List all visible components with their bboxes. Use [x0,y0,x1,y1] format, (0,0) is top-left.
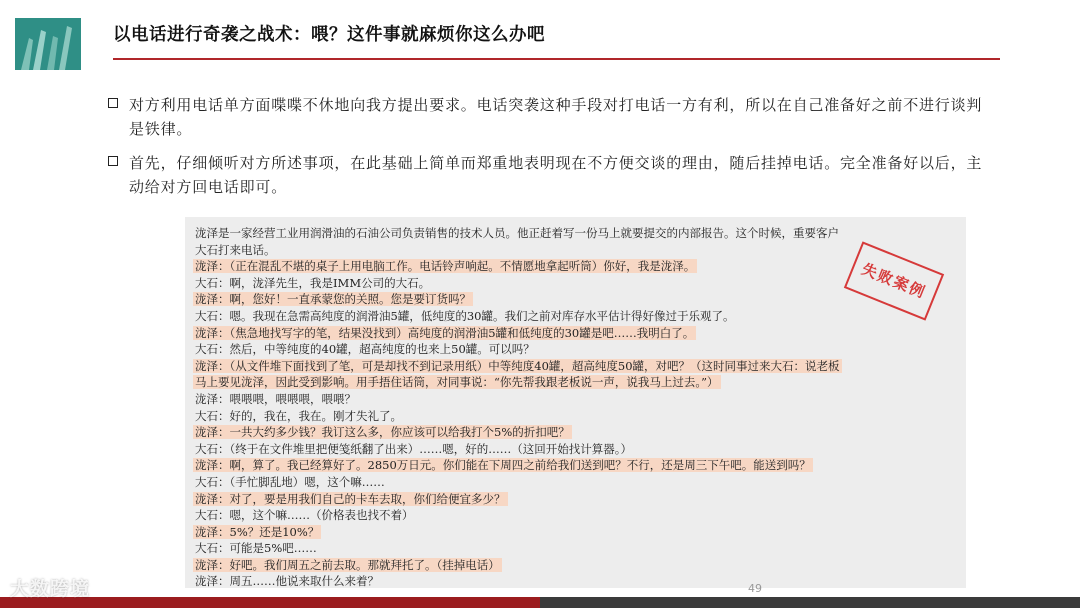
dialog-line [193,225,958,242]
dialog-line-text: 泷泽：周五……他说来取什么来着？ [195,574,379,589]
dialog-line [193,424,958,441]
dialog-line [193,457,958,474]
dialog-line-text: 泷泽：啊，算了。我已经算好了。2850万日元。你们能在下周四之前给我们送到吧？不行，还是周三下午吧。能送到吗？ [195,458,811,473]
bullet-list [108,93,993,209]
dialog-line [193,540,958,557]
dialog-line-text: 泷泽：啊，您好！一直承蒙您的关照。您是要订货吗？ [195,292,471,307]
dialog-line-text: 泷泽：一共大约多少钱？我订这么多，你应该可以给我打个5%的折扣吧？ [195,425,570,440]
dialog-line [193,275,958,292]
logo-hands-icon [15,18,81,70]
dialog-line-text: 泷泽：（焦急地找写字的笔，结果没找到）高纯度的润滑油5罐和低纯度的30罐是吧……我明白了。 [195,325,695,340]
dialog-line-text: 大石打来电话。 [195,242,276,257]
dialog-line-text: 大石：嗯，这个嘛……（价格表也找不着） [195,508,414,523]
dialog-line [193,358,958,375]
dialog-line-text: 泷泽：好吧。我们周五之前去取。那就拜托了。（挂掉电话） [195,557,500,572]
title-divider [113,58,1000,60]
dialog-line [193,308,958,325]
dialog-line [193,491,958,508]
dialog-line-text: 泷泽：对了，要是用我们自己的卡车去取，你们给便宜多少？ [195,491,506,506]
dialog-line-text: 大石：嗯。我现在急需高纯度的润滑油5罐，低纯度的30罐。我们之前对库存水平估计得好像过于乐观了。 [195,308,735,323]
dialog-line [193,242,958,259]
dialog-line [193,573,958,590]
dialog-line-text: 大石：（终于在文件堆里把便笺纸翻了出来）……嗯，好的……（这回开始找计算器。） [195,441,632,456]
watermark: 大数跨境 [10,578,91,600]
bullet-text: 首先，仔细倾听对方所述事项，在此基础上简单而郑重地表明现在不方便交谈的理由，随后挂掉电话。完全准备好以后，主动给对方回电话即可。 [129,154,983,196]
dialog-line-text: 泷泽：喂喂喂，喂喂喂，喂喂？ [195,391,356,406]
dialog-line-text: 泷泽：5%？还是10%？ [195,524,320,539]
bullet-item [108,93,993,141]
dialog-text [193,225,958,590]
dialog-line [193,341,958,358]
dialog-line-text: 大石：（手忙脚乱地）嗯，这个嘛…… [195,474,385,489]
bullet-text: 对方利用电话单方面喋喋不休地向我方提出要求。电话突袭这种手段对打电话一方有利，所以在自己准备好之前不进行谈判是铁律。 [129,96,983,138]
bullet-item [108,151,993,199]
dialog-line-text: 泷泽：（正在混乱不堪的桌子上用电脑工作。电话铃声响起。不情愿地拿起听筒）你好，我是泷泽。 [195,259,696,274]
dialog-line-text: 大石：可能是5%吧…… [195,541,317,556]
dialog-line [193,557,958,574]
dialog-line [193,325,958,342]
dialog-line [193,507,958,524]
dialog-line [193,408,958,425]
footer-bar-dark [540,597,1080,608]
dialog-line [193,258,958,275]
failure-stamp: 失败案例 [844,241,944,320]
square-bullet-icon [108,156,118,166]
page-number: 49 [748,582,762,595]
dialog-line-text: 大石：啊，泷泽先生，我是IMM公司的大石。 [195,275,431,290]
dialog-line-text: 大石：好的，我在，我在。刚才失礼了。 [195,408,402,423]
dialog-line [193,441,958,458]
dialog-line [193,391,958,408]
dialog-line [193,374,958,391]
dialog-line [193,291,958,308]
square-bullet-icon [108,98,118,108]
dialog-line-text: 大石：然后，中等纯度的40罐，超高纯度的也来上50罐。可以吗？ [195,342,535,357]
dialog-line [193,524,958,541]
dialog-line-text: 泷泽是一家经营工业用润滑油的石油公司负责销售的技术人员。他正赶着写一份马上就要提交的内部报告。这个时候，重要客户 [195,226,839,240]
dialog-line-text: 马上要见泷泽，因此受到影响。用手捂住话筒，对同事说：“你先帮我跟老板说一声，说我马上过去。”） [195,375,719,390]
dialog-line [193,474,958,491]
page-title: 以电话进行奇袭之战术：喂？这件事就麻烦你这么办吧 [113,25,545,45]
dialog-line-text: 泷泽：（从文件堆下面找到了笔，可是却找不到记录用纸）中等纯度40罐，超高纯度50罐，对吧？（这时同事过来大石：说老板 [195,358,840,373]
